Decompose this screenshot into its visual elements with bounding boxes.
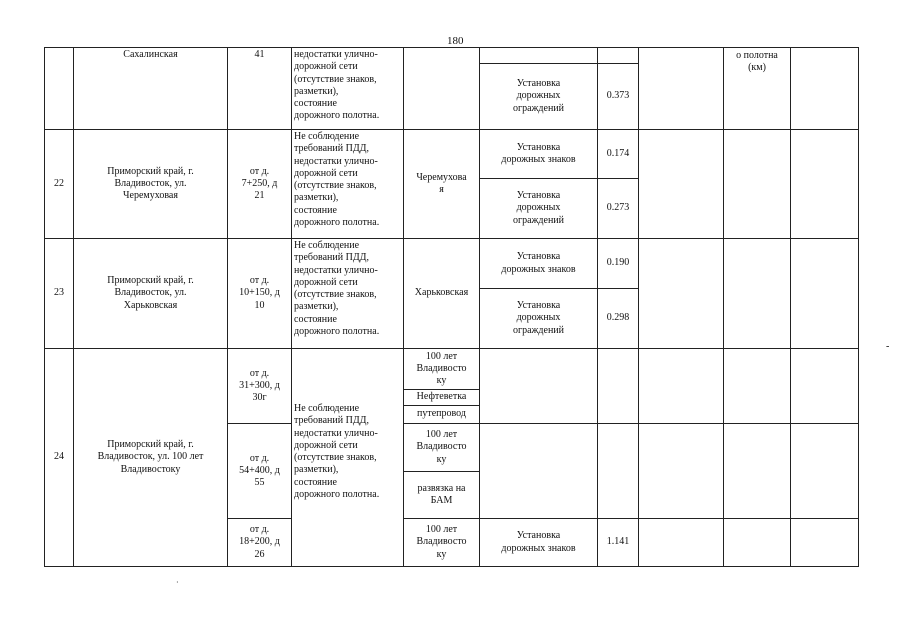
row22-col10 [723, 129, 791, 239]
row22-value1: 0.174 [597, 129, 639, 179]
row24-col10-c [723, 518, 791, 567]
row21-col11 [790, 47, 859, 130]
row24-house3: от д. 18+200, д 26 [227, 518, 292, 567]
row22-house: от д. 7+250, д 21 [227, 129, 292, 239]
row21-col9 [638, 47, 724, 130]
scan-mark-bottom: · [176, 578, 179, 587]
row21-value-cell: 0.373 [597, 63, 639, 130]
row24-col9-a [638, 348, 724, 424]
row22-street: Черемухова я [403, 129, 480, 239]
row24-sub-b: Нефтеветка [403, 389, 480, 406]
row22-value2: 0.273 [597, 178, 639, 239]
row22-measure2: Установка дорожных ограждений [479, 178, 598, 239]
row24-num: 24 [44, 348, 74, 567]
row23-num: 23 [44, 238, 74, 349]
row21-cause-cell: недостатки улично- дорожной сети (отсутствие знаков, разметки), состояние дорожного полотна. [291, 47, 404, 130]
row24-col10-b [723, 423, 791, 519]
row24-sub-c: путепровод [403, 405, 480, 424]
row23-measure1: Установка дорожных знаков [479, 238, 598, 289]
row24-sub-d: 100 лет Владивосто ку [403, 423, 480, 472]
row23-col11 [790, 238, 859, 349]
row24-address: Приморский край, г. Владивосток, ул. 100 лет Владивостоку [73, 348, 228, 567]
row24-value: 1.141 [597, 518, 639, 567]
row24-value-b [597, 423, 639, 519]
row22-num: 22 [44, 129, 74, 239]
row22-col11 [790, 129, 859, 239]
row23-col10 [723, 238, 791, 349]
row21-note-cell: о полотна (км) [723, 47, 791, 130]
row24-sub-f: 100 лет Владивосто ку [403, 518, 480, 567]
row24-col11-b [790, 423, 859, 519]
row24-col10-a [723, 348, 791, 424]
row24-house2: от д. 54+400, д 55 [227, 423, 292, 519]
row21-blank-cell [479, 47, 598, 64]
row24-cause: Не соблюдение требований ПДД, недостатки улично- дорожной сети (отсутствие знаков, разметки), состояние дорожного полотна. [291, 348, 404, 567]
row24-col9-c [638, 518, 724, 567]
row24-col11-c [790, 518, 859, 567]
row21-num [44, 47, 74, 130]
row24-col11-a [790, 348, 859, 424]
row23-value2: 0.298 [597, 288, 639, 349]
row24-house1: от д. 31+300, д 30г [227, 348, 292, 424]
row23-value1: 0.190 [597, 238, 639, 289]
row24-measure-a [479, 348, 598, 424]
row22-col9 [638, 129, 724, 239]
row21-house-cell: 41 [227, 47, 292, 130]
row23-cause: Не соблюдение требований ПДД, недостатки улично- дорожной сети (отсутствие знаков, разметки), состояние дорожного полотна. [291, 238, 404, 349]
row22-address: Приморский край, г. Владивосток, ул. Черемуховая [73, 129, 228, 239]
scan-mark-right: - [886, 341, 890, 352]
row22-measure1: Установка дорожных знаков [479, 129, 598, 179]
row24-measure-b [479, 423, 598, 519]
row23-house: от д. 10+150, д 10 [227, 238, 292, 349]
page-number: 180 [447, 35, 464, 47]
row21-measure-cell: Установка дорожных ограждений [479, 63, 598, 130]
row24-sub-e: развязка на БАМ [403, 471, 480, 519]
row24-sub-a: 100 лет Владивосто ку [403, 348, 480, 390]
row24-col9-b [638, 423, 724, 519]
row22-cause: Не соблюдение требований ПДД, недостатки улично- дорожной сети (отсутствие знаков, разметки), состояние дорожного полотна. [291, 129, 404, 239]
row21-street2-cell [403, 47, 480, 130]
row23-measure2: Установка дорожных ограждений [479, 288, 598, 349]
row21-street-cell: Сахалинская [73, 47, 228, 130]
row24-measure: Установка дорожных знаков [479, 518, 598, 567]
row24-value-a [597, 348, 639, 424]
row23-address: Приморский край, г. Владивосток, ул. Харьковская [73, 238, 228, 349]
row23-col9 [638, 238, 724, 349]
row23-street: Харьковская [403, 238, 480, 349]
row21-blank-value [597, 47, 639, 64]
